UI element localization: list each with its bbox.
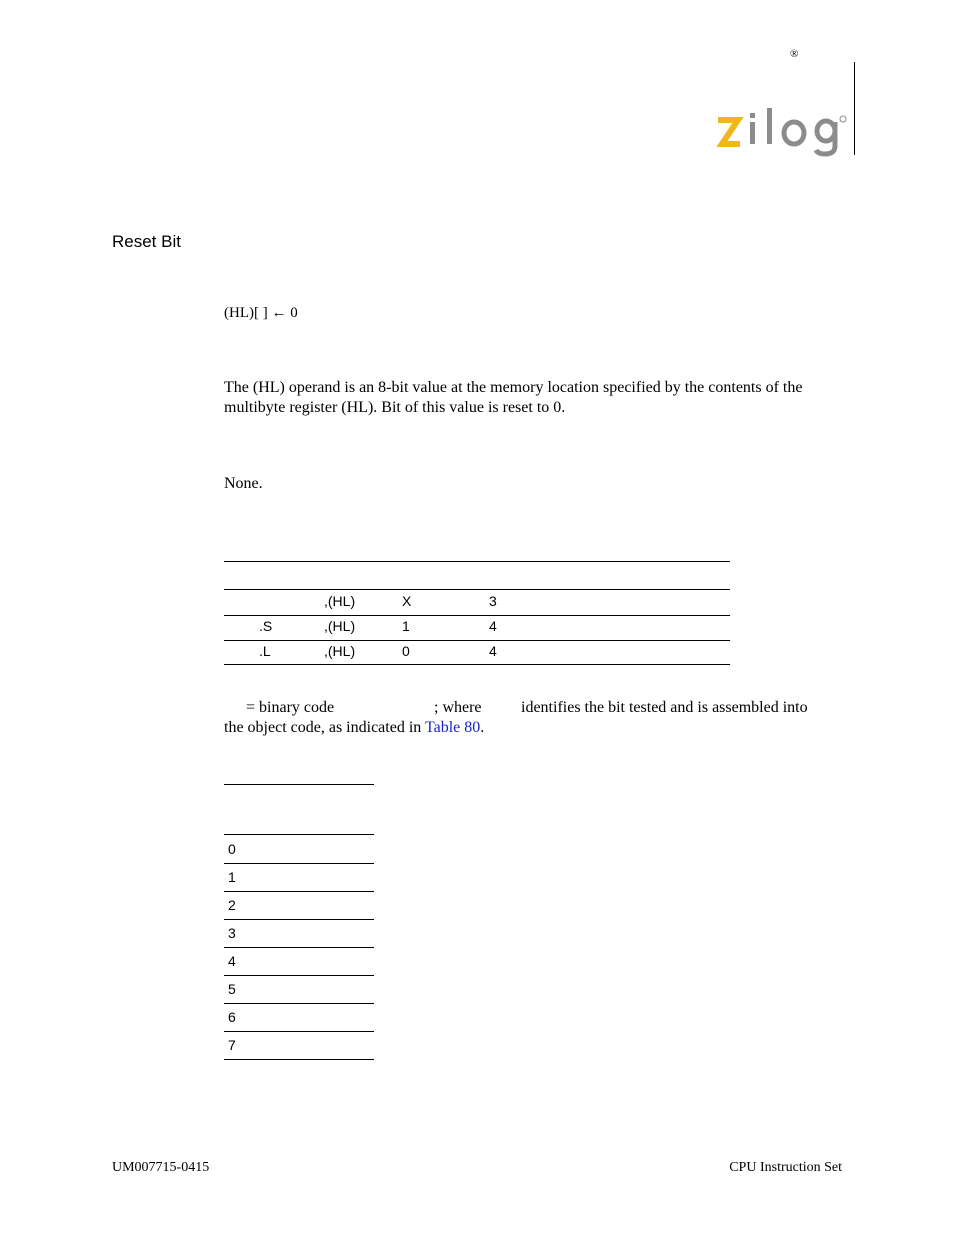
instruction-suffix: .L — [259, 643, 271, 659]
row-rule — [224, 1031, 374, 1032]
instruction-operand: ,(HL) — [324, 643, 356, 659]
description-line-2: multibyte register (HL). Bit of this value is reset to 0. — [224, 399, 566, 416]
row-rule — [224, 975, 374, 976]
table-row: 0 — [228, 841, 236, 857]
note-identifies: identifies the bit tested and is assembled into — [521, 699, 808, 716]
instruction-suffix: .S — [259, 618, 273, 634]
table-row: 4 — [228, 953, 236, 969]
note-prefix: the object code, as indicated in — [224, 719, 425, 736]
table-80-link[interactable]: Table 80 — [424, 719, 481, 736]
instruction-operand: ,(HL) — [324, 593, 356, 609]
table-row: 5 — [228, 981, 236, 997]
table-row: 6 — [228, 1009, 236, 1025]
bit-table-top-rule — [224, 784, 374, 785]
cycle-count: 3 — [489, 593, 497, 609]
row-rule — [224, 919, 374, 920]
row-rule — [224, 891, 374, 892]
adl-mode: 1 — [402, 618, 410, 634]
cycle-count: 4 — [489, 618, 497, 634]
table-row: 7 — [228, 1037, 236, 1053]
table-top-rule — [224, 561, 730, 562]
bit-table-header-rule — [224, 834, 374, 835]
description-line-1: The (HL) operand is an 8-bit value at the memory location specified by the contents of the — [224, 379, 803, 396]
section-title: Reset Bit — [112, 232, 181, 251]
header-divider — [854, 62, 855, 155]
table-row: 2 — [228, 897, 236, 913]
note-line-2 — [224, 718, 844, 738]
cycle-count: 4 — [489, 643, 497, 659]
encoding-note — [224, 698, 844, 738]
note-suffix: . — [480, 719, 485, 736]
note-line-1 — [224, 698, 844, 718]
zilog-logo — [712, 102, 848, 162]
instruction-operand: ,(HL) — [324, 618, 356, 634]
condition-flags-text: None. — [224, 475, 263, 492]
row-rule — [224, 863, 374, 864]
row-rule — [224, 947, 374, 948]
document-id: UM007715-0415 — [112, 1160, 210, 1175]
chapter-title: CPU Instruction Set — [729, 1160, 842, 1175]
row-rule — [224, 615, 730, 616]
table-header-rule — [224, 589, 730, 590]
operation-expression: (HL)[ ] ← 0 — [224, 305, 298, 321]
registered-mark: ® — [790, 48, 799, 60]
row-rule — [224, 640, 730, 641]
table-row: 3 — [228, 925, 236, 941]
bit-table-bottom-rule — [224, 1059, 374, 1060]
adl-mode: X — [402, 593, 412, 609]
note-where: ; where — [434, 699, 482, 716]
row-rule — [224, 1003, 374, 1004]
table-row: 1 — [228, 869, 236, 885]
note-binary-code: = binary code — [246, 699, 335, 716]
table-bottom-rule — [224, 664, 730, 665]
adl-mode: 0 — [402, 643, 410, 659]
description-paragraph — [224, 378, 844, 418]
